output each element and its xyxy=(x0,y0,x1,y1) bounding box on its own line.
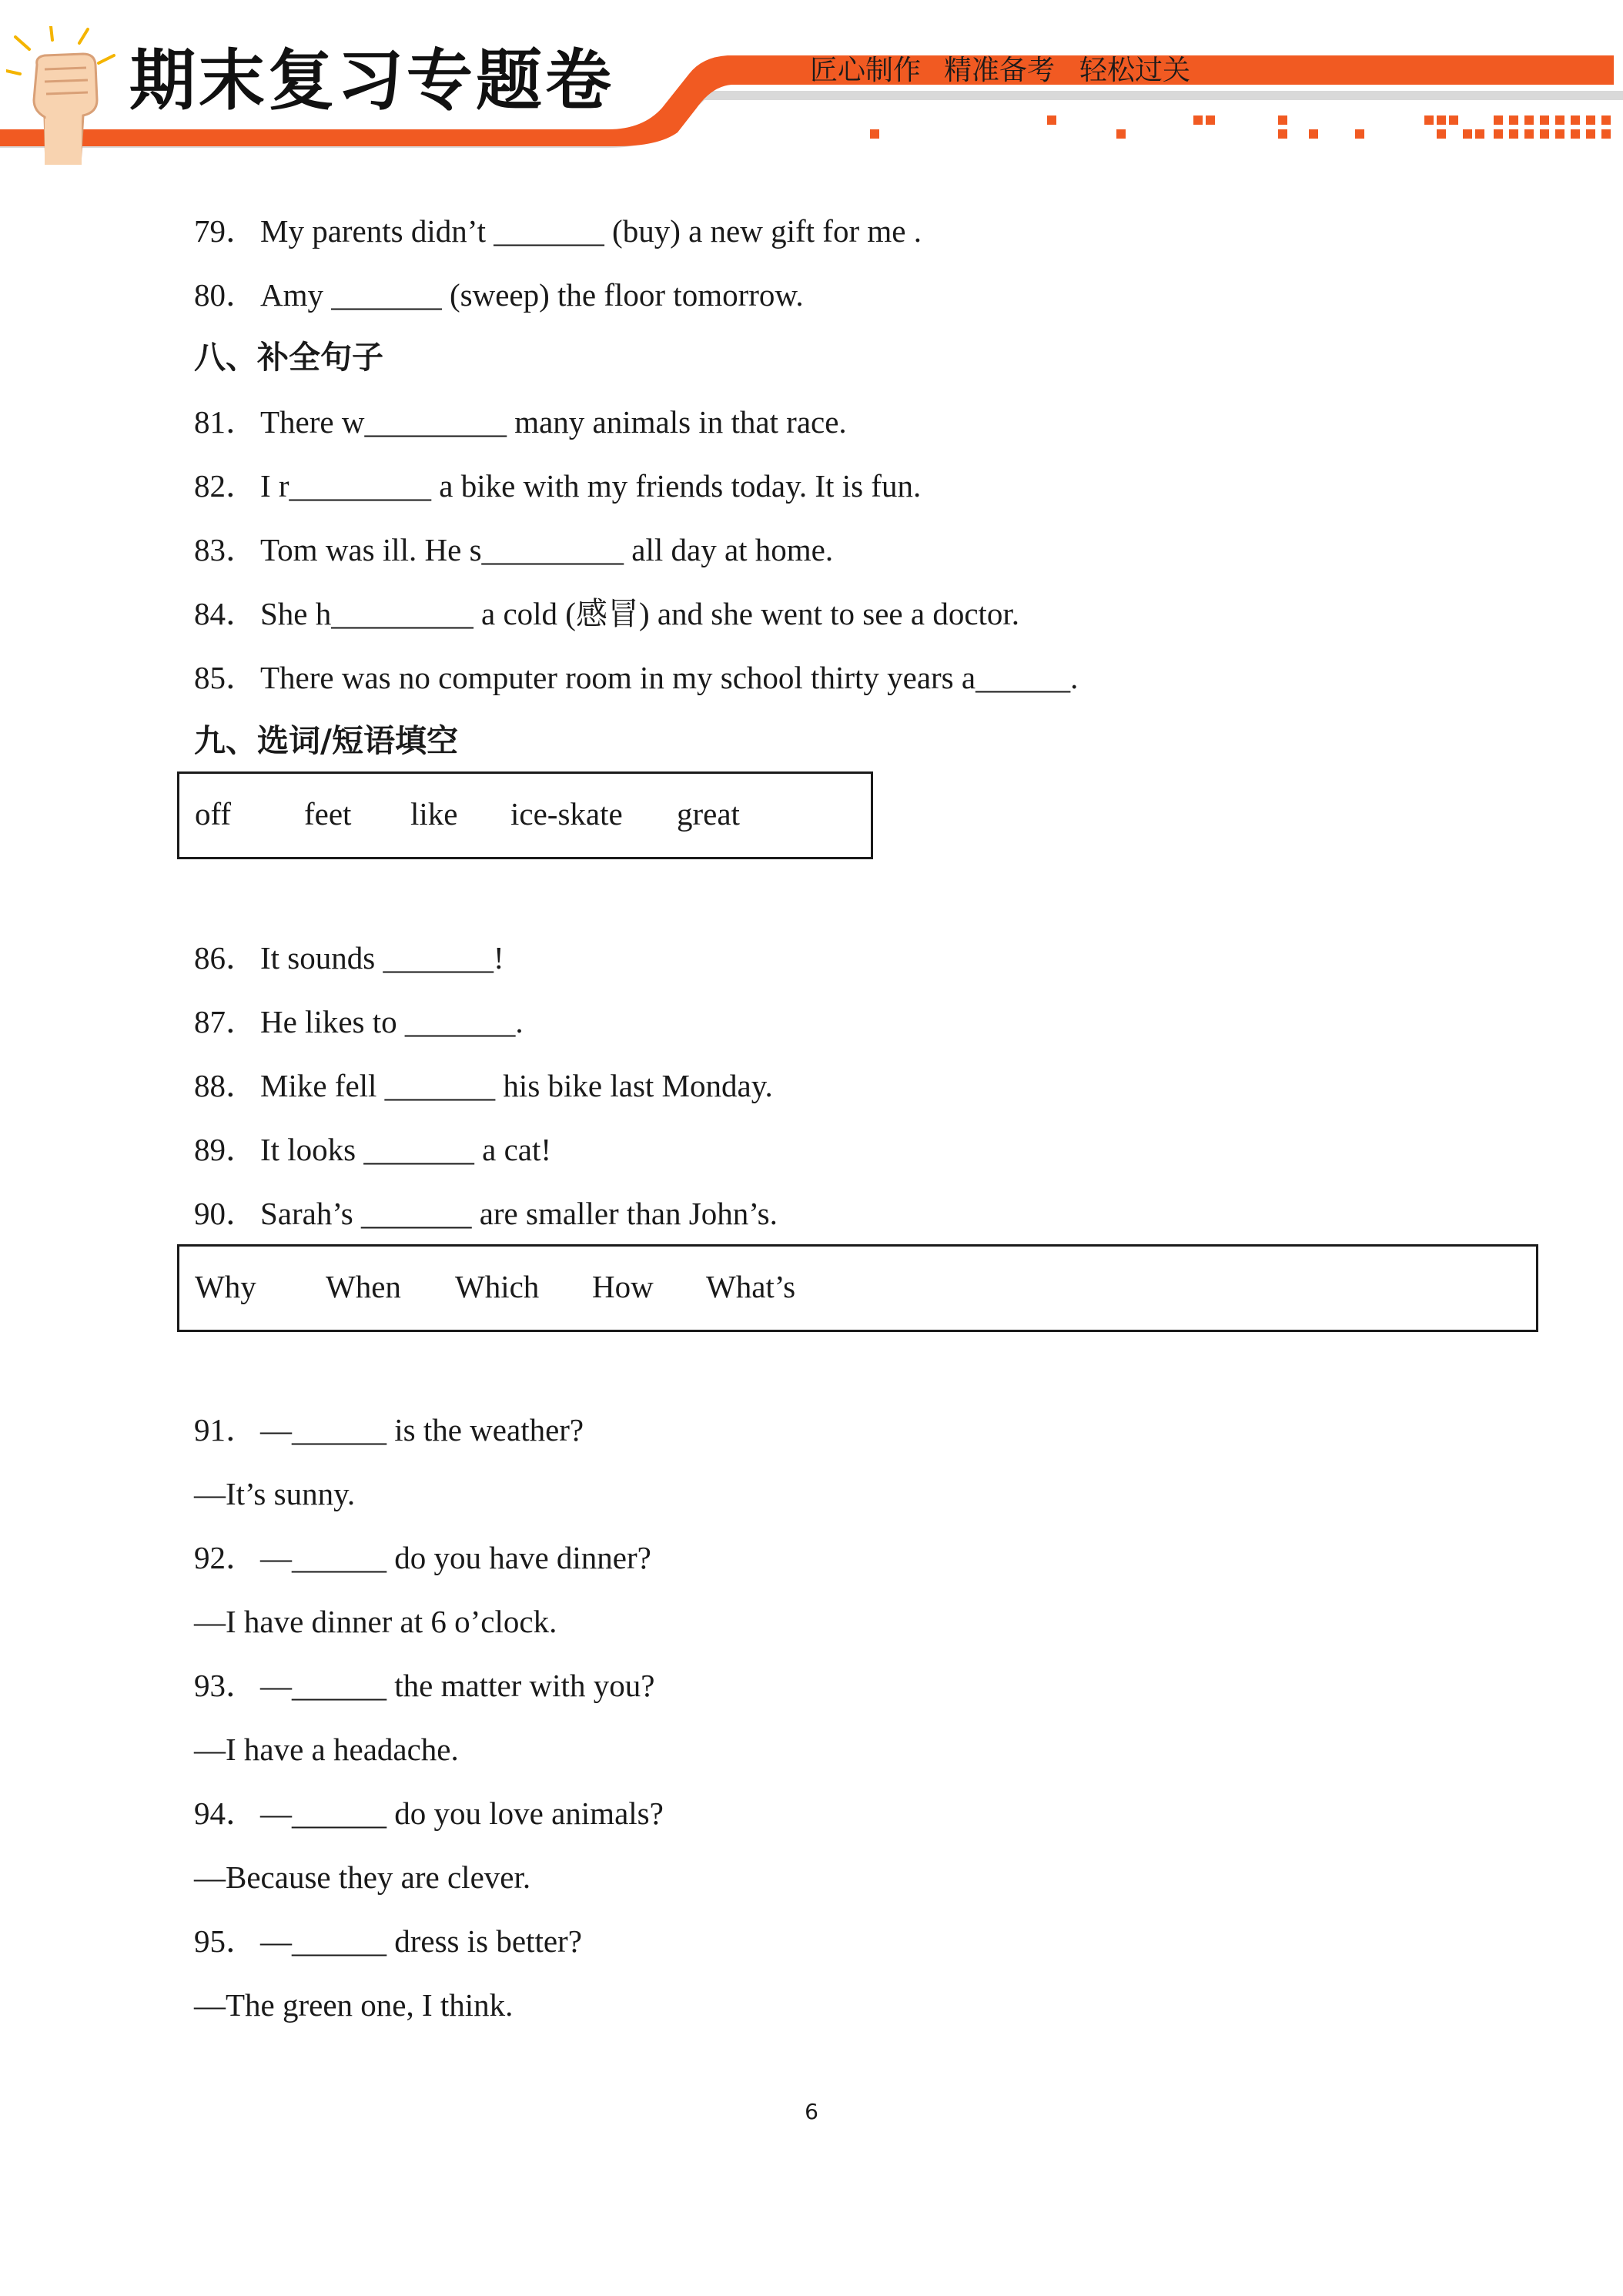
question-number: 83． xyxy=(194,532,257,567)
question-text: There was no computer room in my school thirty years a______. xyxy=(260,660,1079,695)
word-bank-item: What’s xyxy=(706,1269,796,1304)
question-86 xyxy=(194,942,504,974)
question-text: Sarah’s _______ are smaller than John’s. xyxy=(260,1196,778,1231)
slogan-1: 匠心制作 xyxy=(810,55,922,86)
question-88 xyxy=(194,1070,773,1102)
question-text: There w_________ many animals in that race. xyxy=(260,404,847,440)
section-9-heading: 九、选词/短语填空 xyxy=(194,722,458,759)
question-number: 85． xyxy=(194,660,257,695)
word-bank-item: When xyxy=(326,1269,401,1304)
question-93 xyxy=(194,1670,654,1702)
question-number: 81． xyxy=(194,404,257,440)
question-89 xyxy=(194,1134,551,1166)
word-bank-item: How xyxy=(592,1269,654,1304)
answer-91: —It’s sunny. xyxy=(194,1476,356,1511)
word-bank-item: like xyxy=(410,796,458,832)
question-number: 92． xyxy=(194,1540,257,1575)
question-94 xyxy=(194,1798,664,1829)
question-84 xyxy=(194,598,1019,630)
question-number: 89． xyxy=(194,1132,257,1167)
question-number: 93． xyxy=(194,1668,257,1703)
page-header xyxy=(0,0,1623,169)
question-number: 90． xyxy=(194,1196,257,1231)
answer-95: —The green one, I think. xyxy=(194,1987,514,2023)
section-8-heading: 八、补全句子 xyxy=(194,339,383,376)
word-bank-box-1 xyxy=(177,771,873,859)
question-92 xyxy=(194,1542,651,1574)
answer-94: —Because they are clever. xyxy=(194,1859,531,1895)
question-95 xyxy=(194,1923,582,1959)
question-number: 82． xyxy=(194,468,257,504)
word-bank-item: Which xyxy=(455,1269,540,1304)
question-text: Amy _______ (sweep) the floor tomorrow. xyxy=(260,277,804,313)
question-text: I r_________ a bike with my friends today. It is fun. xyxy=(260,468,922,504)
answer-93: —I have a headache. xyxy=(194,1732,459,1767)
dialogue-question: —______ do you love animals? xyxy=(260,1796,664,1831)
question-number: 86． xyxy=(194,940,257,976)
dialogue-question: —______ the matter with you? xyxy=(260,1668,655,1703)
word-bank-item: off xyxy=(195,796,232,832)
word-bank-item: Why xyxy=(195,1269,256,1304)
answer-92: —I have dinner at 6 o’clock. xyxy=(194,1604,557,1639)
question-text: Mike fell _______ his bike last Monday. xyxy=(260,1068,773,1103)
question-text: Tom was ill. He s_________ all day at home. xyxy=(260,532,834,567)
question-79 xyxy=(194,213,922,249)
question-number: 79． xyxy=(194,213,257,249)
question-text: He likes to _______. xyxy=(260,1004,524,1039)
question-text: My parents didn’t _______ (buy) a new gift for me . xyxy=(260,213,922,249)
question-number: 95． xyxy=(194,1923,257,1959)
page-number: 6 xyxy=(805,2099,818,2124)
question-text: It looks _______ a cat! xyxy=(260,1132,552,1167)
question-number: 87． xyxy=(194,1004,257,1039)
question-83 xyxy=(194,534,833,566)
dialogue-question: —______ is the weather? xyxy=(260,1412,584,1448)
question-90 xyxy=(194,1198,778,1230)
question-text: It sounds _______! xyxy=(260,940,504,976)
word-bank-item: great xyxy=(677,796,740,832)
question-number: 84． xyxy=(194,596,257,631)
slogan-3: 轻松过关 xyxy=(1079,55,1191,86)
word-bank-item: ice-skate xyxy=(510,796,623,832)
question-85 xyxy=(194,662,1078,694)
word-bank-item: feet xyxy=(304,796,352,832)
dialogue-question: —______ dress is better? xyxy=(260,1923,582,1959)
question-81 xyxy=(194,404,847,440)
question-number: 91． xyxy=(194,1412,257,1448)
question-number: 80． xyxy=(194,277,257,313)
word-bank-box-2 xyxy=(177,1244,1538,1332)
question-text: She h_________ a cold (感冒) and she went to see a doctor. xyxy=(260,596,1020,631)
question-number: 94． xyxy=(194,1796,257,1831)
question-87 xyxy=(194,1006,524,1038)
slogan-2: 精准备考 xyxy=(944,55,1056,86)
question-number: 88． xyxy=(194,1068,257,1103)
question-91 xyxy=(194,1414,584,1446)
question-82 xyxy=(194,470,921,502)
question-80 xyxy=(194,279,804,311)
raised-fist-icon xyxy=(6,26,122,165)
dialogue-question: —______ do you have dinner? xyxy=(260,1540,651,1575)
brand-title: 期末复习专题卷 xyxy=(129,42,614,119)
